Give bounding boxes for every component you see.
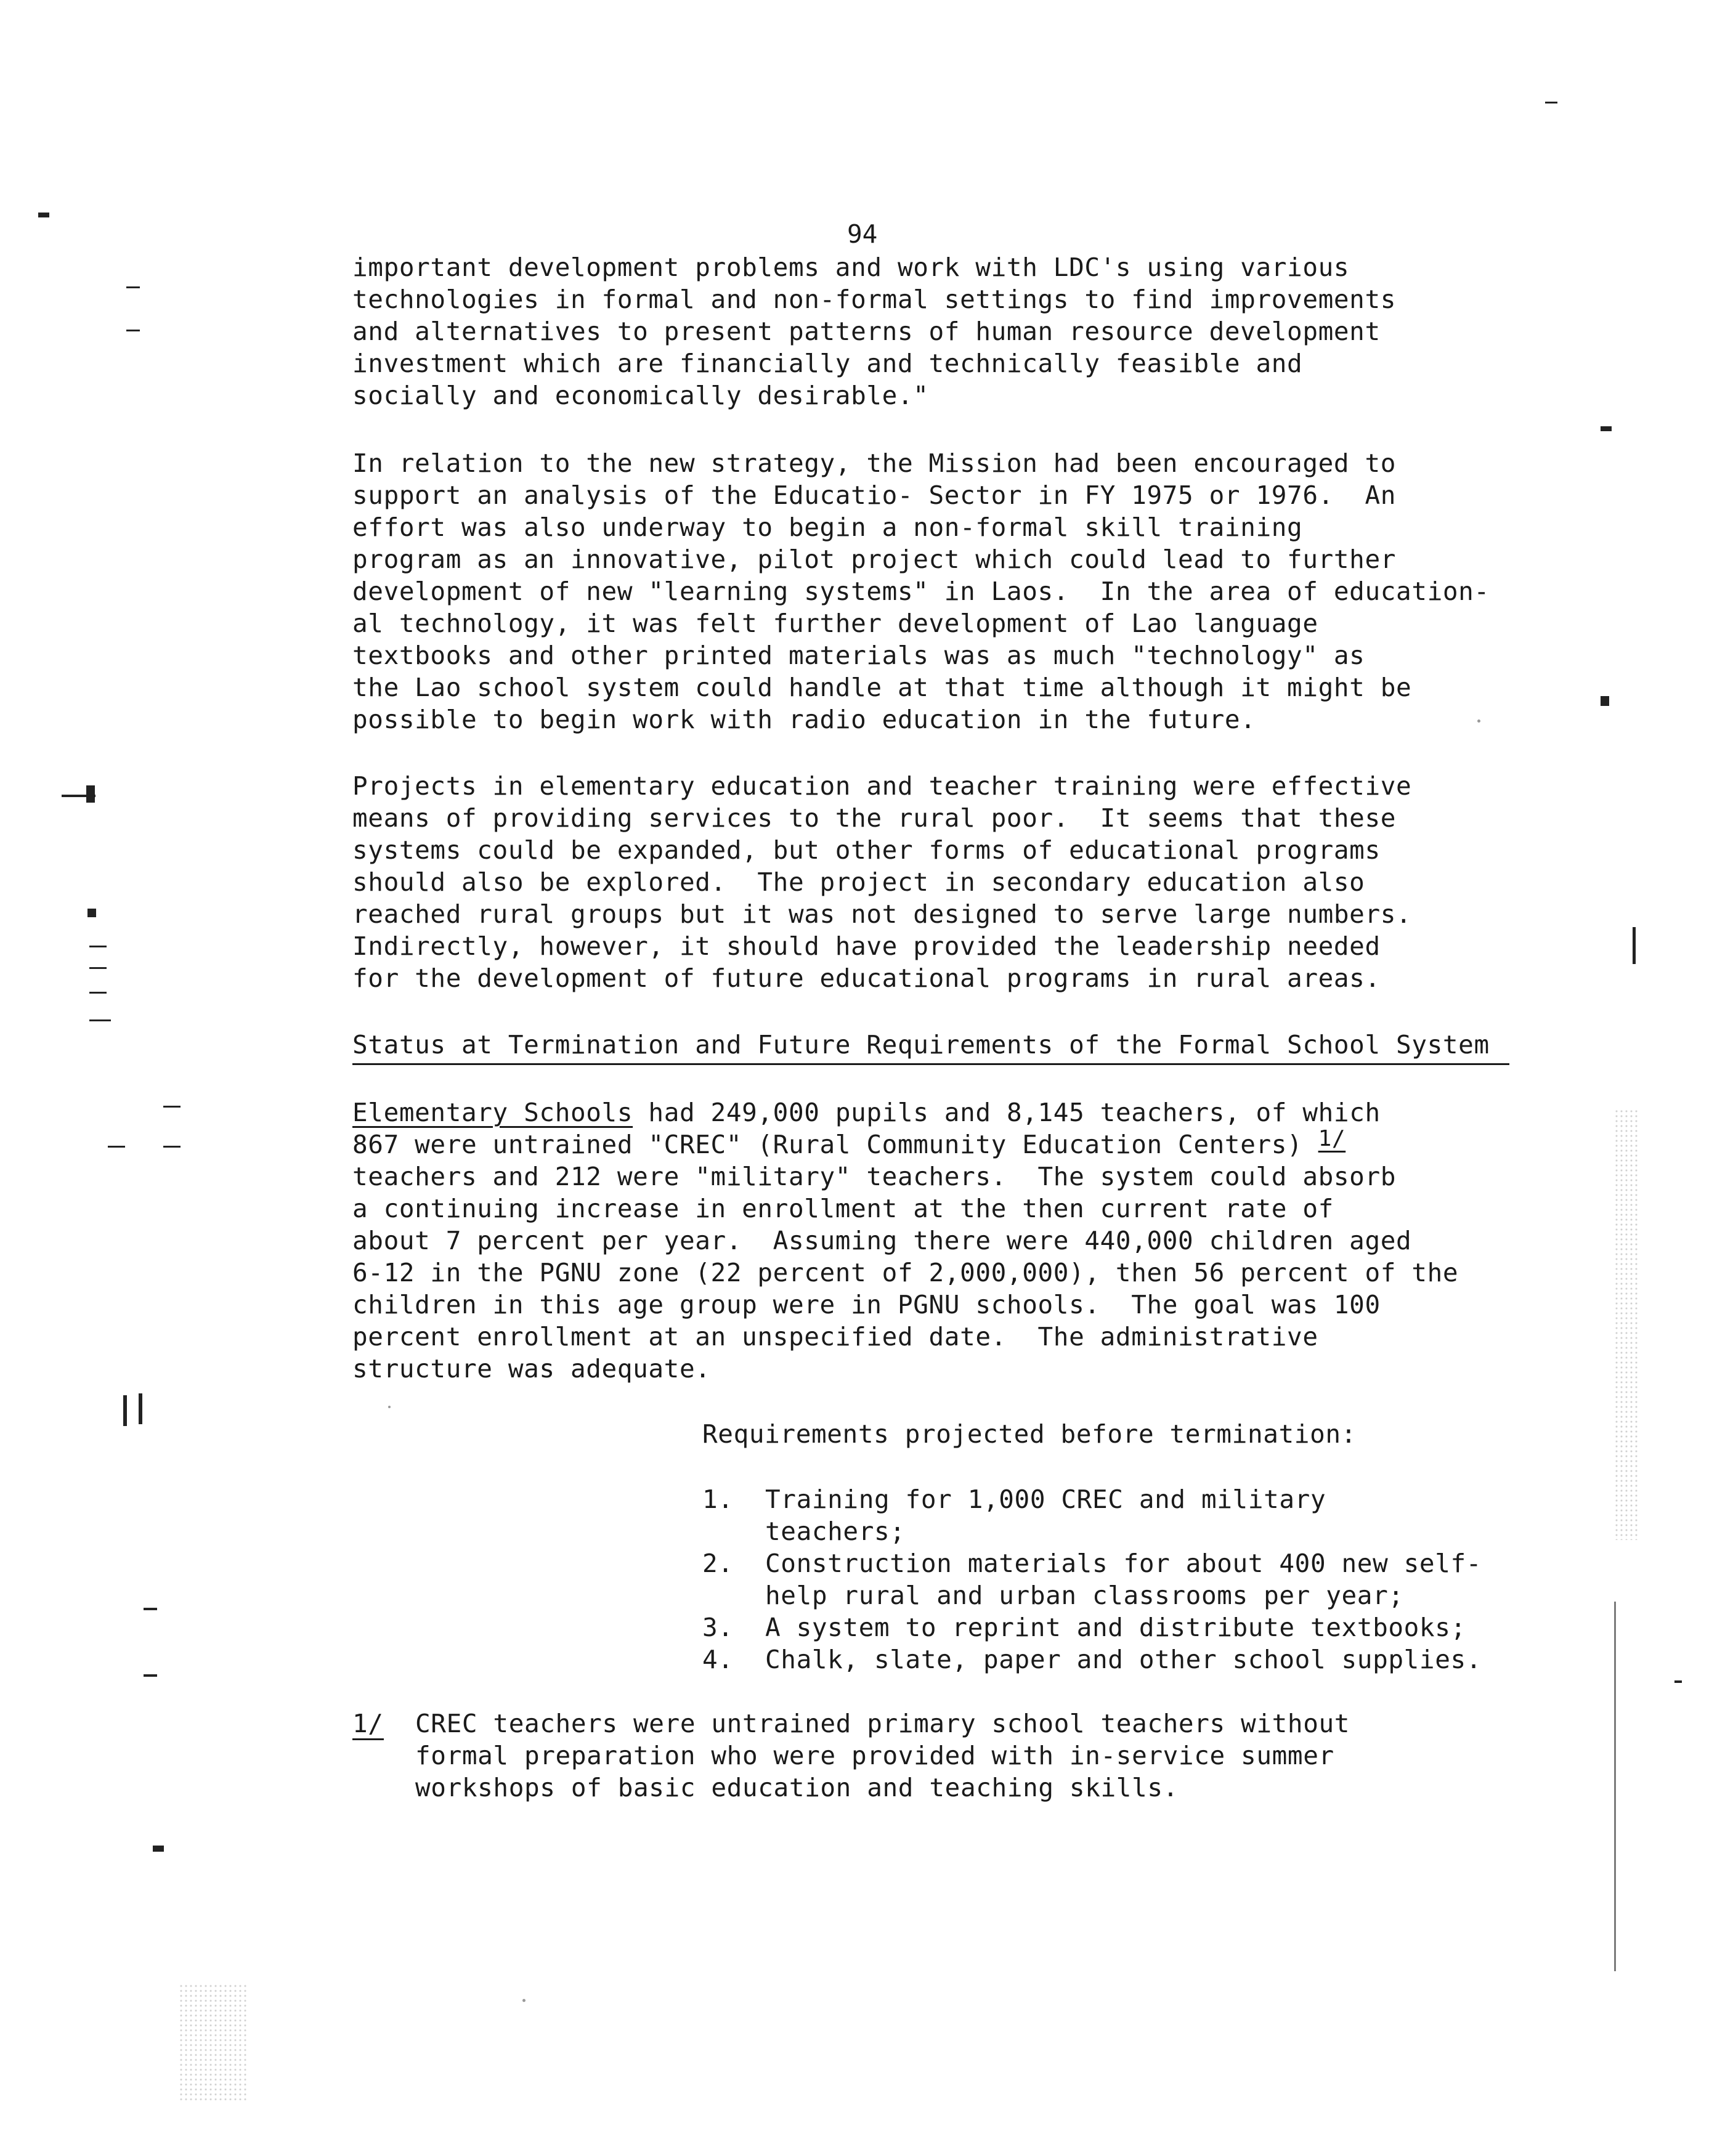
list-item: help rural and urban classrooms per year;: [765, 1581, 1404, 1610]
text-line: and alternatives to present patterns of human resource development: [352, 317, 1381, 346]
scan-mark: [1614, 1602, 1616, 1971]
list-item-number: 3.: [702, 1613, 734, 1642]
text-line: structure was adequate.: [352, 1354, 711, 1384]
list-item: A system to reprint and distribute textbooks;: [765, 1613, 1466, 1642]
scan-mark: [108, 1146, 125, 1148]
scan-mark: [89, 1019, 111, 1021]
footnote-line: formal preparation who were provided with in-service summer: [415, 1741, 1334, 1770]
scan-mark: [1601, 426, 1612, 431]
scan-mark: [86, 785, 95, 803]
text-line: Projects in elementary education and teacher training were effective: [352, 771, 1412, 801]
scan-mark: [153, 1846, 164, 1852]
text-line: In relation to the new strategy, the Mission had been encouraged to: [352, 448, 1397, 478]
list-item-number: 4.: [702, 1645, 734, 1674]
text-line: systems could be expanded, but other forms of educational programs: [352, 835, 1381, 865]
text-line: technologies in formal and non-formal settings to find improvements: [352, 285, 1397, 314]
scan-noise: [179, 1984, 246, 2101]
scan-mark: [38, 213, 49, 217]
scan-mark: [89, 992, 107, 994]
scan-mark: [1674, 1680, 1682, 1683]
scan-mark: [144, 1674, 157, 1677]
elementary-line2: 867 were untrained "CREC" (Rural Community Education Centers): [352, 1130, 1318, 1159]
scan-mark: [126, 286, 140, 288]
text-line: Indirectly, however, it should have provided the leadership needed: [352, 931, 1381, 961]
scan-mark: [89, 967, 107, 969]
text-line: support an analysis of the Educatio- Sector in FY 1975 or 1976. An: [352, 480, 1397, 510]
scan-mark: [1601, 696, 1609, 706]
text-line: [352, 1096, 1381, 1129]
page-number: 94: [847, 219, 878, 249]
section-heading: Status at Termination and Future Requirements of the Formal School System: [352, 1030, 1490, 1060]
text-line: a continuing increase in enrollment at the then current rate of: [352, 1194, 1334, 1223]
scan-mark: [1633, 927, 1636, 964]
scan-speck: [522, 1999, 526, 2002]
text-line: possible to begin work with radio education in the future.: [352, 705, 1256, 734]
text-line: percent enrollment at an unspecified date. The administrative: [352, 1322, 1318, 1352]
elementary-lead: Elementary Schools: [352, 1098, 633, 1127]
text-line: reached rural groups but it was not designed to serve large numbers.: [352, 899, 1412, 929]
elementary-line1-rest: had 249,000 pupils and 8,145 teachers, of which: [633, 1098, 1381, 1127]
scan-mark: [126, 330, 140, 331]
text-line: textbooks and other printed materials was as much "technology" as: [352, 641, 1365, 670]
text-line: al technology, it was felt further development of Lao language: [352, 609, 1318, 638]
scan-mark: [89, 946, 107, 947]
scan-mark: [1545, 102, 1557, 103]
text-line: for the development of future educational programs in rural areas.: [352, 963, 1381, 993]
list-item: teachers;: [765, 1517, 906, 1546]
text-line: socially and economically desirable.": [352, 381, 929, 410]
text-line: program as an innovative, pilot project which could lead to further: [352, 545, 1397, 574]
scan-noise: [1614, 1109, 1639, 1540]
scan-mark: [163, 1146, 181, 1148]
scan-mark: [163, 1106, 181, 1108]
footnote-reference: 1/: [1318, 1126, 1346, 1151]
footnote-mark: [352, 1708, 384, 1740]
scan-mark: [87, 909, 96, 917]
text-line: means of providing services to the rural poor. It seems that these: [352, 803, 1397, 833]
text-line: investment which are financially and technically feasible and: [352, 349, 1303, 378]
footnote-mark-text: 1/: [352, 1709, 384, 1740]
list-item: Construction materials for about 400 new self-: [765, 1549, 1482, 1578]
scan-mark: [123, 1395, 127, 1426]
list-item-number: 1.: [702, 1485, 734, 1514]
text-line: teachers and 212 were "military" teachers. The system could absorb: [352, 1162, 1397, 1191]
text-line: about 7 percent per year. Assuming there were 440,000 children aged: [352, 1226, 1412, 1255]
text-line: should also be explored. The project in secondary education also: [352, 867, 1365, 897]
text-line: children in this age group were in PGNU schools. The goal was 100: [352, 1290, 1381, 1319]
text-line: the Lao school system could handle at that time although it might be: [352, 673, 1412, 702]
requirements-heading: Requirements projected before termination:: [702, 1419, 1357, 1449]
list-item: Training for 1,000 CREC and military: [765, 1485, 1326, 1514]
scan-speck: [388, 1406, 391, 1408]
footnote-line: CREC teachers were untrained primary school teachers without: [415, 1709, 1350, 1738]
scan-mark: [139, 1393, 142, 1424]
text-line: effort was also underway to begin a non-formal skill training: [352, 513, 1303, 542]
list-item: Chalk, slate, paper and other school supplies.: [765, 1645, 1482, 1674]
footnote-line: workshops of basic education and teaching skills.: [415, 1773, 1179, 1802]
scan-speck: [1477, 719, 1480, 723]
list-item-number: 2.: [702, 1549, 734, 1578]
text-line: important development problems and work with LDC's using various: [352, 253, 1350, 282]
text-line: 6-12 in the PGNU zone (22 percent of 2,000,000), then 56 percent of the: [352, 1258, 1459, 1287]
scan-mark: [144, 1608, 157, 1610]
heading-underline: [352, 1063, 1509, 1065]
text-line: development of new "learning systems" in Laos. In the area of education-: [352, 577, 1490, 606]
text-line: [352, 1126, 1346, 1162]
